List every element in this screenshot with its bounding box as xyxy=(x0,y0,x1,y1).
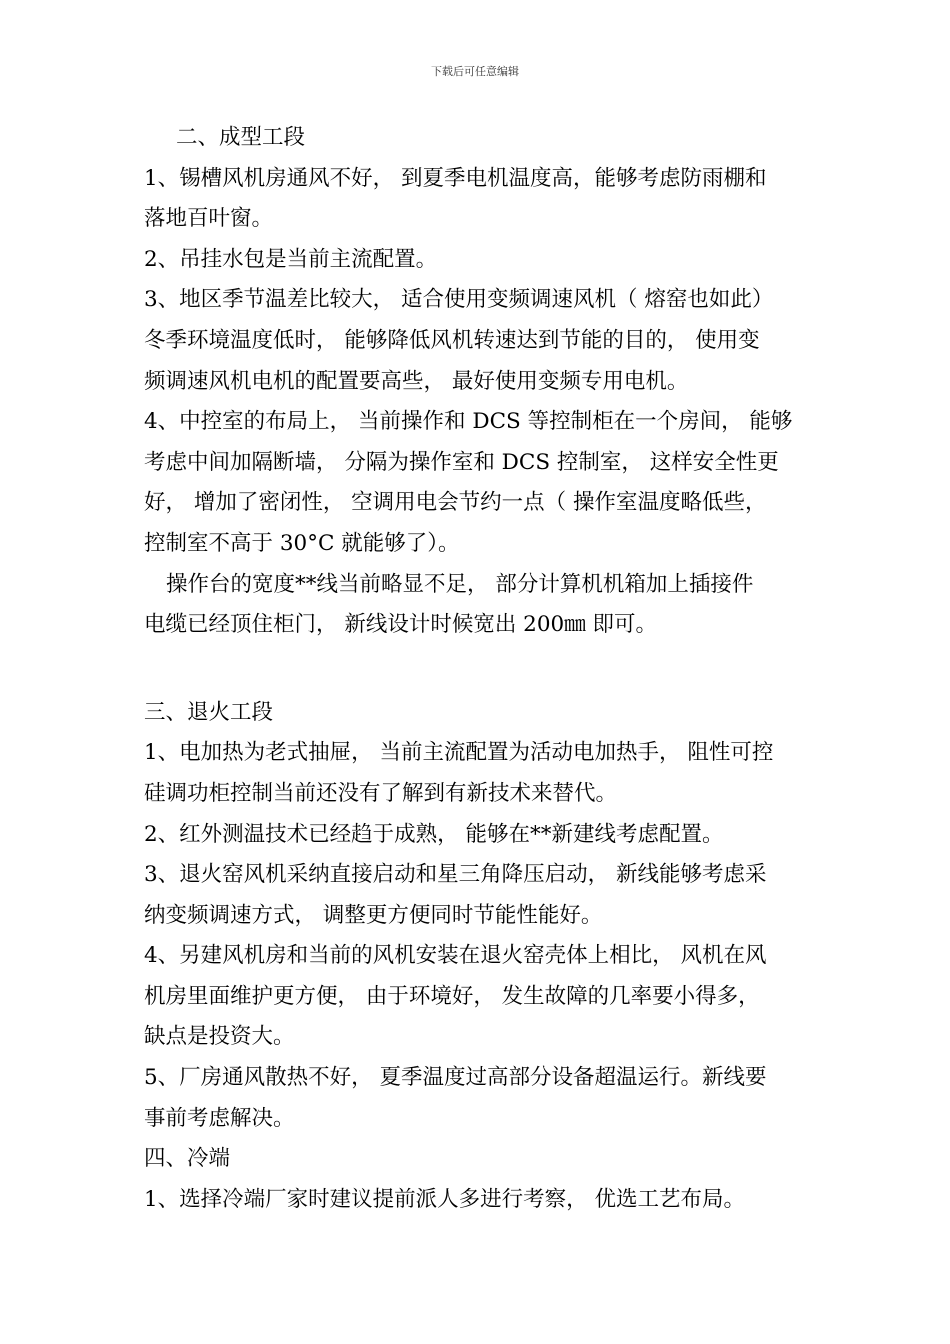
paragraph-line: 电缆已经顶住柜门， 新线设计时候宽出 200㎜ 即可。 xyxy=(144,612,658,638)
paragraph-line: 缺点是投资大。 xyxy=(144,1024,295,1050)
paragraph-line: 3、地区季节温差比较大， 适合使用变频调速风机（ 熔窑也如此） xyxy=(144,287,774,313)
paragraph-line: 硅调功柜控制当前还没有了解到有新技术来替代。 xyxy=(144,780,618,806)
paragraph-line: 1、电加热为老式抽屉， 当前主流配置为活动电加热手， 阻性可控 xyxy=(144,740,774,766)
paragraph-line: 3、退火窑风机采纳直接启动和星三角降压启动， 新线能够考虑采 xyxy=(144,862,767,888)
paragraph-line: 纳变频调速方式， 调整更方便同时节能性能好。 xyxy=(144,902,603,928)
paragraph-line: 冬季环境温度低时， 能够降低风机转速达到节能的目的， 使用变 xyxy=(144,327,760,353)
paragraph-line: 考虑中间加隔断墙， 分隔为操作室和 DCS 控制室， 这样安全性更 xyxy=(144,449,779,475)
paragraph-line: 机房里面维护更方便， 由于环境好， 发生故障的几率要小得多， xyxy=(144,983,760,1009)
paragraph-line: 操作台的宽度**线当前略显不足， 部分计算机机箱加上插接件 xyxy=(166,571,754,597)
section-heading-forming: 二、成型工段 xyxy=(176,125,306,150)
paragraph-line: 事前考虑解决。 xyxy=(144,1105,295,1131)
paragraph-line: 2、吊挂水包是当前主流配置。 xyxy=(144,246,438,272)
document-body xyxy=(144,118,814,1220)
paragraph-line: 1、锡槽风机房通风不好， 到夏季电机温度高，能够考虑防雨棚和 xyxy=(144,165,767,191)
paragraph-line: 落地百叶窗。 xyxy=(144,206,274,232)
paragraph-line: 控制室不高于 30°C 就能够了）。 xyxy=(144,530,460,556)
paragraph-line: 好， 增加了密闭性， 空调用电会节约一点（ 操作室温度略低些， xyxy=(144,490,767,516)
paragraph-line: 1、选择冷端厂家时建议提前派人多进行考察， 优选工艺布局。 xyxy=(144,1186,746,1212)
blank-line xyxy=(144,646,814,693)
paragraph-line: 5、厂房通风散热不好， 夏季温度过高部分设备超温运行。新线要 xyxy=(144,1065,767,1091)
section-heading-cold-end: 四、冷端 xyxy=(144,1146,231,1172)
page-header: 下载后可任意编辑 xyxy=(431,65,519,78)
paragraph-line: 频调速风机电机的配置要高些， 最好使用变频专用电机。 xyxy=(144,368,689,394)
paragraph-line: 4、另建风机房和当前的风机安装在退火窑壳体上相比， 风机在风 xyxy=(144,943,767,969)
section-heading-annealing: 三、退火工段 xyxy=(144,699,274,725)
paragraph-line: 2、红外测温技术已经趋于成熟， 能够在**新建线考虑配置。 xyxy=(144,821,724,847)
paragraph-line: 4、中控室的布局上， 当前操作和 DCS 等控制柜在一个房间， 能够 xyxy=(144,409,793,435)
